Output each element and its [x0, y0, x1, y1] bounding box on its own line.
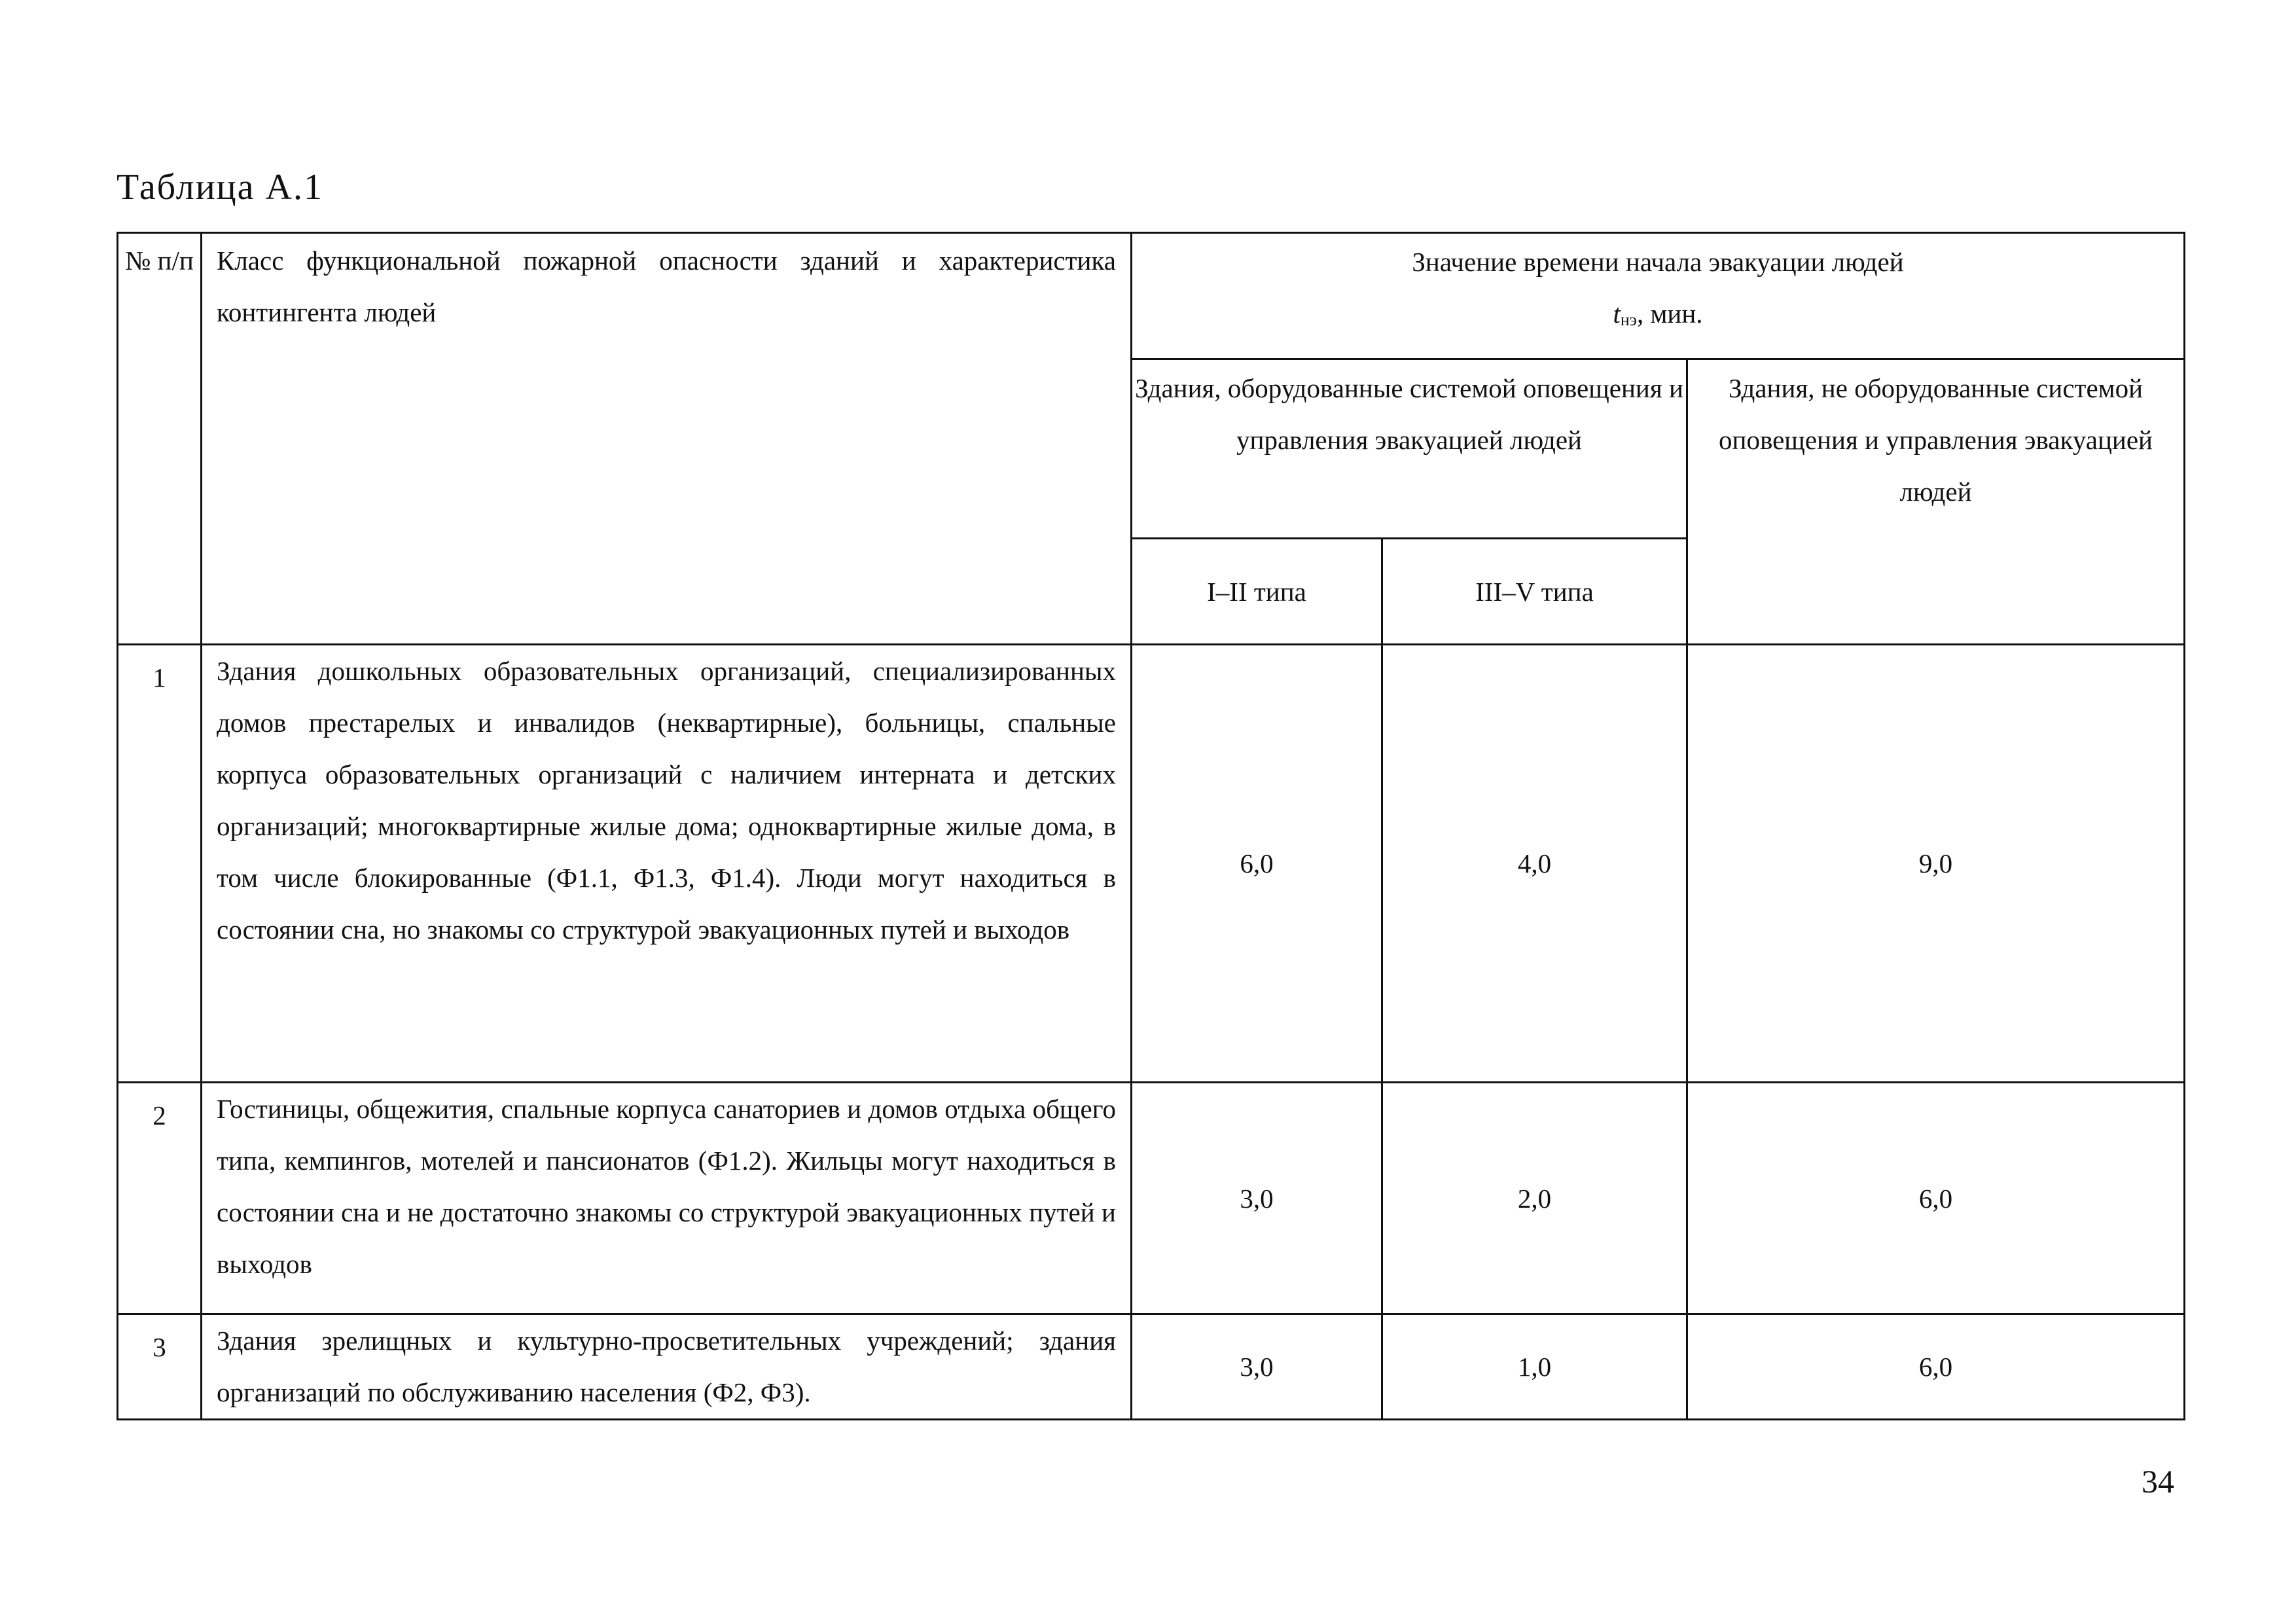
- header-value: [1132, 233, 2185, 359]
- row-num: 3: [118, 1314, 202, 1420]
- header-equipped: Здания, оборудованные системой оповещения и управления эвакуацией людей: [1132, 359, 1687, 539]
- header-type-3-5: III–V типа: [1382, 539, 1687, 645]
- row-time-type-3-5: 4,0: [1382, 645, 1687, 1083]
- header-value-unit: , мин.: [1636, 298, 1703, 329]
- row-time-type-3-5: 2,0: [1382, 1083, 1687, 1314]
- row-time-type-1-2: 6,0: [1132, 645, 1382, 1083]
- header-not-equipped: Здания, не оборудованные системой оповещения и управления эвакуацией людей: [1687, 359, 2185, 645]
- header-type-1-2: I–II типа: [1132, 539, 1382, 645]
- row-time-no-system: 6,0: [1687, 1083, 2185, 1314]
- header-value-title: Значение времени начала эвакуации людей: [1412, 247, 1904, 277]
- row-time-type-1-2: 3,0: [1132, 1314, 1382, 1420]
- row-time-no-system: 6,0: [1687, 1314, 2185, 1420]
- table-row: [118, 645, 2185, 1083]
- row-time-type-1-2: 3,0: [1132, 1083, 1382, 1314]
- page-number: 34: [2142, 1463, 2174, 1500]
- header-value-unit-line: [1132, 288, 2183, 346]
- row-num: 1: [118, 645, 202, 1083]
- row-description: Здания дошкольных образовательных организаций, специализированных домов престарелых и инвалидов (неквартирные), больницы, спальные корпуса образовательных организаций с наличием интерната и детских организаций; многоквартирные жилые дома; одноквартирные жилые дома, в том числе блокированные (Ф1.1, Ф1.3, Ф1.4). Люди могут находиться в состоянии сна, но знакомы со структурой эвакуационных путей и выходов: [202, 645, 1132, 1083]
- table-caption: Таблица А.1: [117, 167, 323, 208]
- header-num: № п/п: [118, 233, 202, 645]
- table-row: [118, 1314, 2185, 1420]
- row-description: Гостиницы, общежития, спальные корпуса санаториев и домов отдыха общего типа, кемпингов, мотелей и пансионатов (Ф1.2). Жильцы могут находиться в состоянии сна и не достаточно знакомы со структурой эвакуационных путей и выходов: [202, 1083, 1132, 1314]
- header-description: Класс функциональной пожарной опасности зданий и характеристика контингента людей: [202, 233, 1132, 645]
- row-time-type-3-5: 1,0: [1382, 1314, 1687, 1420]
- header-value-symbol-sub: нэ: [1620, 310, 1637, 329]
- row-time-no-system: 9,0: [1687, 645, 2185, 1083]
- row-num: 2: [118, 1083, 202, 1314]
- header-value-symbol: t: [1613, 298, 1621, 329]
- row-description: Здания зрелищных и культурно-просветительных учреждений; здания организаций по обслуживанию населения (Ф2, Ф3).: [202, 1314, 1132, 1420]
- table-row: [118, 1083, 2185, 1314]
- evacuation-time-table: [117, 232, 2185, 1420]
